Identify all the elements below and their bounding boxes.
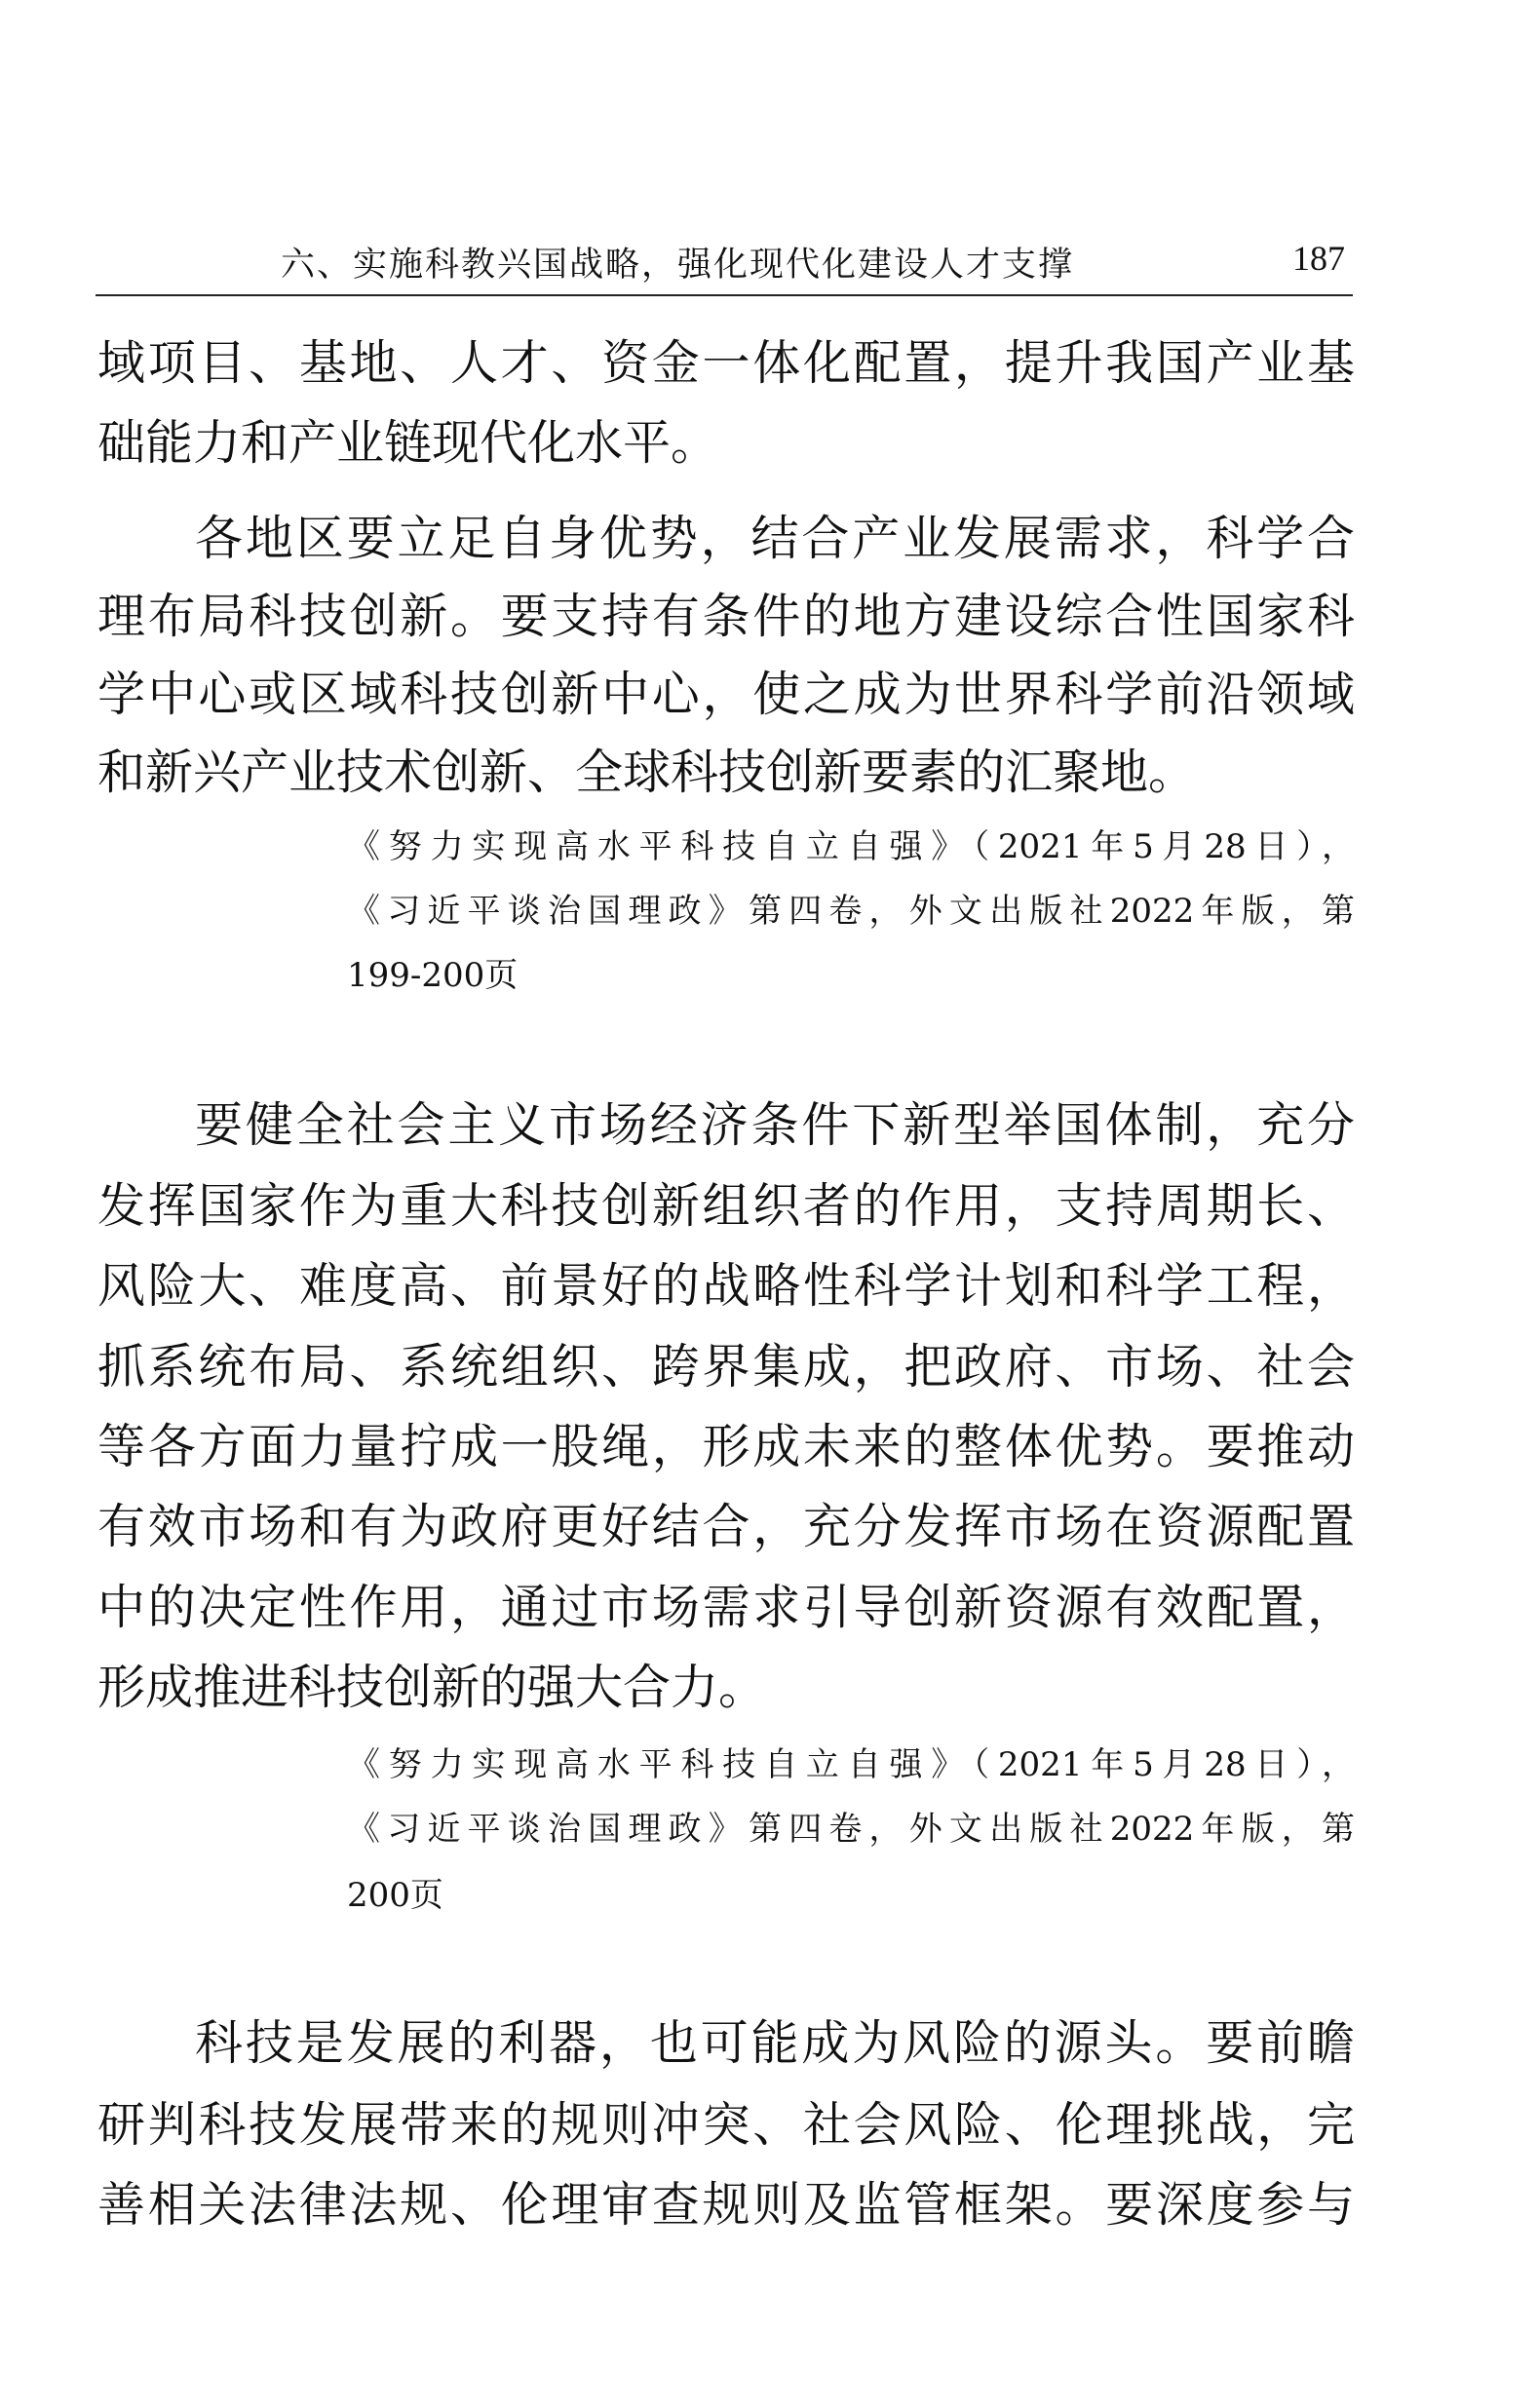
paragraph-line: 中的决定性作用，通过市场需求引导创新资源有效配置， bbox=[97, 1580, 1355, 1635]
citation-line: 199-200页 bbox=[347, 956, 519, 995]
citation-line: 《努力实现高水平科技自立自强》（2021年5月28日）， bbox=[347, 1745, 1355, 1784]
paragraph-line: 风险大、难度高、前景好的战略性科学计划和科学工程， bbox=[97, 1258, 1355, 1314]
paragraph-line: 发挥国家作为重大科技创新组织者的作用，支持周期长、 bbox=[97, 1178, 1355, 1234]
citation-line: 《习近平谈治国理政》第四卷，外文出版社2022年版，第 bbox=[347, 892, 1355, 931]
page-number: 187 bbox=[1292, 239, 1345, 278]
paragraph-line: 域项目、基地、人才、资金一体化配置，提升我国产业基 bbox=[97, 335, 1355, 391]
paragraph-line: 研判科技发展带来的规则冲突、社会风险、伦理挑战，完 bbox=[97, 2097, 1355, 2153]
paragraph-line: 抓系统布局、系统组织、跨界集成，把政府、市场、社会 bbox=[97, 1339, 1355, 1395]
citation-line: 200页 bbox=[347, 1876, 443, 1915]
paragraph-line: 科技是发展的利器，也可能成为风险的源头。要前瞻 bbox=[195, 2015, 1355, 2071]
paragraph-line: 善相关法律法规、伦理审查规则及监管框架。要深度参与 bbox=[97, 2177, 1355, 2233]
paragraph-line: 各地区要立足自身优势，结合产业发展需求，科学合 bbox=[195, 511, 1355, 566]
paragraph-line: 和新兴产业技术创新、全球科技创新要素的汇聚地。 bbox=[97, 745, 1197, 800]
paragraph-line: 形成推进科技创新的强大合力。 bbox=[97, 1660, 767, 1715]
citation-line: 《努力实现高水平科技自立自强》（2021年5月28日）， bbox=[347, 827, 1355, 866]
citation-line: 《习近平谈治国理政》第四卷，外文出版社2022年版，第 bbox=[347, 1810, 1355, 1849]
paragraph-line: 理布局科技创新。要支持有条件的地方建设综合性国家科 bbox=[97, 589, 1355, 644]
running-header bbox=[96, 226, 1353, 296]
paragraph-line: 要健全社会主义市场经济条件下新型举国体制，充分 bbox=[195, 1097, 1355, 1153]
chapter-title: 六、实施科教兴国战略，强化现代化建设人才支撑 bbox=[281, 246, 1075, 285]
paragraph-line: 有效市场和有为政府更好结合，充分发挥市场在资源配置 bbox=[97, 1499, 1355, 1554]
paragraph-line: 等各方面力量拧成一股绳，形成未来的整体优势。要推动 bbox=[97, 1419, 1355, 1474]
paragraph-line: 础能力和产业链现代化水平。 bbox=[97, 415, 719, 471]
paragraph-line: 学中心或区域科技创新中心，使之成为世界科学前沿领域 bbox=[97, 667, 1355, 722]
